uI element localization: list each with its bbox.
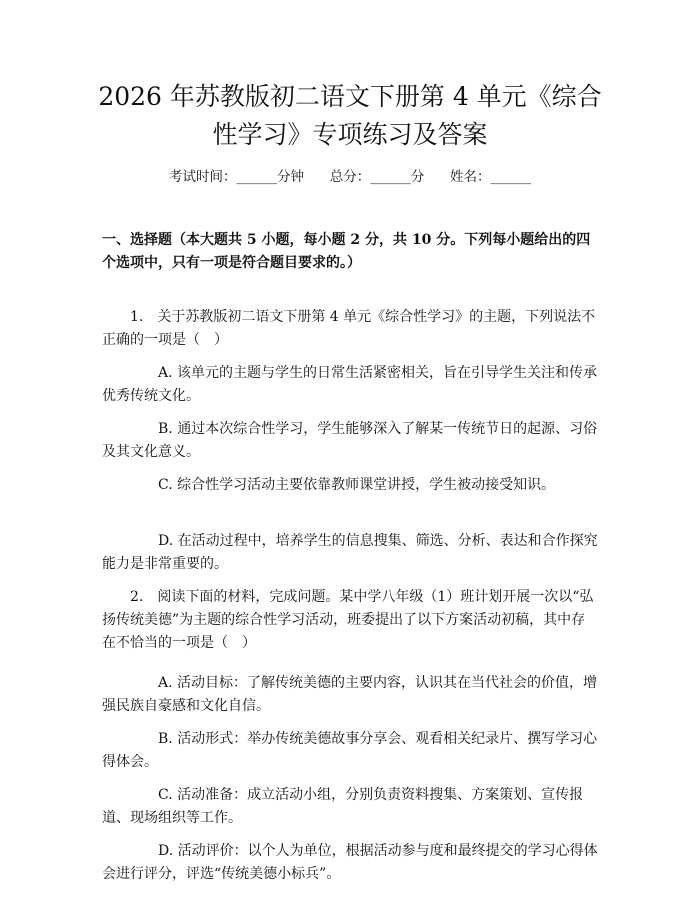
question-2-option-b: B. 活动形式：举办传统美德故事分享会、观看相关纪录片、撰写学习心得体会。	[102, 731, 598, 770]
question-1-option-a: A. 该单元的主题与学生的日常生活紧密相关，旨在引导学生关注和传承优秀传统文化。	[102, 365, 598, 404]
question-2-option-c: C. 活动准备：成立活动小组，分别负责资料搜集、方案策划、宣传报道、现场组织等工作。	[102, 787, 584, 826]
question-1-stem: 1. 关于苏教版初二语文下册第 4 单元《综合性学习》的主题，下列说法不正确的一项是（ ）	[102, 309, 596, 348]
title-line-2: 性学习》专项练习及答案	[212, 120, 488, 149]
question-1-option-b: B. 通过本次综合性学习，学生能够深入了解某一传统节日的起源、习俗及其文化意义。	[102, 421, 598, 460]
document-title	[90, 78, 610, 154]
question-1-option-d: D. 在活动过程中，培养学生的信息搜集、筛选、分析、表达和合作探究能力是非常重要的。	[102, 533, 598, 572]
section-heading: 一、选择题（本大题共 5 小题，每小题 2 分，共 10 分。下列每小题给出的四个选项中，只有一项是符合题目要求的。）	[102, 232, 591, 271]
question-2-stem: 2. 阅读下面的材料，完成问题。某中学八年级（1）班计划开展一次以“弘扬传统美德”为主题的综合性学习活动，班委提出了以下方案活动初稿，其中存在不恰当的一项是（ ）	[102, 589, 594, 651]
question-1-option-c: C. 综合性学习活动主要依靠教师课堂讲授，学生被动接受知识。	[158, 477, 556, 493]
question-2-option-d: D. 活动评价：以个人为单位，根据活动参与度和最终提交的学习心得体会进行评分，评选“传统美德小标兵”。	[102, 843, 598, 882]
title-line-1: 2026 年苏教版初二语文下册第 4 单元《综合	[98, 82, 602, 111]
question-2-option-a: A. 活动目标：了解传统美德的主要内容，认识其在当代社会的价值，增强民族自豪感和文化自信。	[102, 675, 598, 714]
exam-info-line: 考试时间：______分钟 总分：______分 姓名：______	[169, 169, 531, 185]
